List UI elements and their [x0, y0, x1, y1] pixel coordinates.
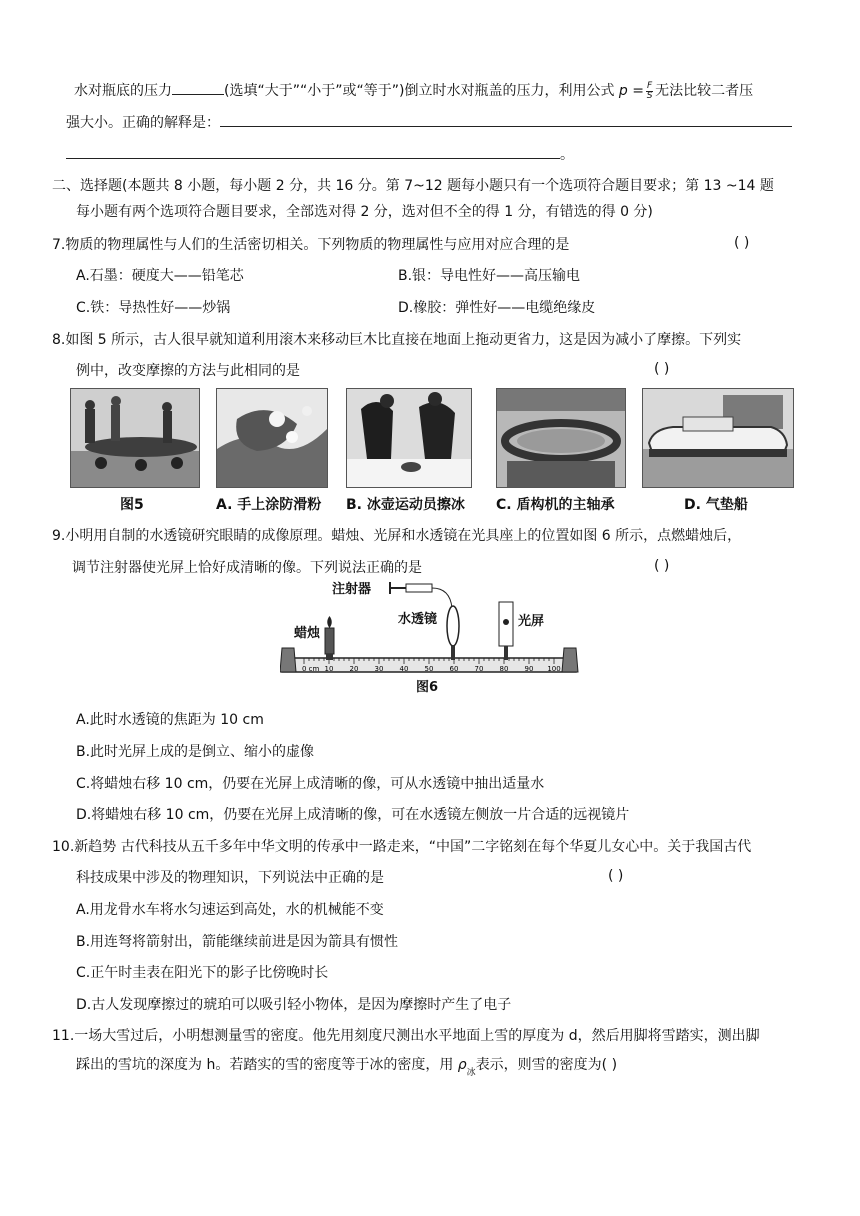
q10-option-a: A.用龙骨水车将水匀速运到高处，水的机械能不变: [76, 902, 384, 918]
ruler-tick-label: 10: [324, 665, 334, 673]
intro-text-a: 水对瓶底的压力: [74, 83, 172, 99]
answer-blank-explain-2[interactable]: [66, 144, 560, 159]
q9-option-a: A.此时水透镜的焦距为 10 cm: [76, 712, 264, 728]
intro-text-b: (选填“大于”“小于”或“等于”)倒立时水对瓶盖的压力，利用公式: [224, 83, 615, 99]
hands-chalk-powder-image: [216, 388, 328, 488]
q10-answer-paren[interactable]: ( ): [608, 868, 624, 884]
candle-label: 蜡烛: [294, 626, 321, 641]
ruler-tick-label: 20: [349, 665, 359, 673]
intro-line-1: [74, 80, 753, 101]
hovercraft-image: [642, 388, 794, 488]
caption-option-b: B. 冰壶运动员擦冰: [346, 497, 465, 513]
rho-symbol: ρ: [457, 1057, 467, 1073]
figure-5-rolling-logs-image: [70, 388, 200, 488]
ruler-tick-label: 40: [399, 665, 409, 673]
intro-text-c: 无法比较二者压: [655, 83, 754, 99]
q8-answer-paren[interactable]: ( ): [654, 361, 670, 377]
screen-label: 光屏: [518, 614, 545, 629]
q10-option-b: B.用连弩将箭射出，箭能继续前进是因为箭具有惯性: [76, 934, 399, 950]
q9-stem-1: 9.小明用自制的水透镜研究眼睛的成像原理。蜡烛、光屏和水透镜在光具座上的位置如图 6 所示，点燃蜡烛后，: [52, 528, 742, 544]
intro-explain-label: 强大小。正确的解释是：: [66, 115, 220, 131]
q9-answer-paren[interactable]: ( ): [654, 558, 670, 574]
q10-option-d: D.古人发现摩擦过的琥珀可以吸引轻小物体，是因为摩擦时产生了电子: [76, 997, 512, 1013]
ruler-tick-label: 100: [547, 665, 561, 673]
end-mark: 。: [560, 147, 574, 163]
ruler-tick-label: 60: [449, 665, 459, 673]
q10-stem-1: 10.新趋势 古代科技从五千多年中华文明的传承中一路走来，“中国”二字铭刻在每个华夏儿女心中。关于我国古代: [52, 839, 752, 855]
answer-blank[interactable]: [172, 80, 224, 95]
water-lens-label: 水透镜: [398, 612, 438, 627]
q9-option-c: C.将蜡烛右移 10 cm，仍要在光屏上成清晰的像，可从水透镜中抽出适量水: [76, 776, 545, 792]
figure-5-caption: 图5: [120, 497, 144, 513]
q9-option-b: B.此时光屏上成的是倒立、缩小的虚像: [76, 744, 315, 760]
caption-option-a: A. 手上涂防滑粉: [216, 497, 322, 513]
syringe-label: 注射器: [332, 582, 372, 597]
q11-stem-2b: 表示，则雪的密度为( ): [475, 1057, 618, 1073]
q11-stem-1: 11.一场大雪过后，小明想测量雪的密度。他先用刻度尺测出水平地面上雪的厚度为 d，然后用脚将雪踏实，测出脚: [52, 1028, 760, 1044]
q7-answer-paren[interactable]: ( ): [734, 235, 750, 251]
shield-machine-bearing-image: [496, 388, 626, 488]
ruler-tick-label: 0 cm: [302, 665, 320, 673]
section-2-heading-cont: 每小题有两个选项符合题目要求，全部选对得 2 分，选对但不全的得 1 分，有错选的得 0 分): [76, 204, 653, 220]
ruler-tick-label: 50: [424, 665, 434, 673]
q11-stem-2a: 踩出的雪坑的深度为 h。若踏实的雪的密度等于冰的密度，用: [76, 1057, 454, 1073]
caption-option-c: C. 盾构机的主轴承: [496, 497, 615, 513]
formula-denominator: S: [646, 90, 653, 101]
curling-sweepers-image: [346, 388, 472, 488]
formula-p: p =: [618, 83, 644, 99]
figure-6-optical-bench: [280, 578, 580, 698]
q9-option-d: D.将蜡烛右移 10 cm，仍要在光屏上成清晰的像，可在水透镜左侧放一片合适的远视镜片: [76, 807, 630, 823]
ruler-tick-label: 70: [474, 665, 484, 673]
q7-stem: 7.物质的物理属性与人们的生活密切相关。下列物质的物理属性与应用对应合理的是: [52, 237, 570, 253]
formula-fraction: [646, 82, 653, 101]
q9-stem-2: 调节注射器使光屏上恰好成清晰的像。下列说法正确的是: [72, 560, 422, 576]
q8-stem-2: 例中，改变摩擦的方法与此相同的是: [76, 363, 300, 379]
answer-blank-explain[interactable]: [220, 112, 792, 127]
ruler-tick-label: 80: [499, 665, 509, 673]
intro-line-3: [66, 144, 574, 165]
q8-stem-1: 8.如图 5 所示，古人很早就知道利用滚木来移动巨木比直接在地面上拖动更省力，这是因为减小了摩擦。下列实: [52, 332, 742, 348]
rho-subscript: 冰: [466, 1068, 476, 1078]
intro-line-2: [66, 112, 792, 133]
q7-option-d: D.橡胶：弹性好——电缆绝缘皮: [398, 300, 596, 316]
q11-stem-2: [76, 1055, 617, 1077]
caption-option-d: D. 气垫船: [684, 497, 748, 513]
figure-6-caption: 图6: [416, 680, 439, 695]
ruler-tick-label: 90: [524, 665, 534, 673]
ruler-tick-label: 30: [374, 665, 384, 673]
q10-option-c: C.正午时圭表在阳光下的影子比傍晚时长: [76, 965, 329, 981]
q7-option-c: C.铁：导热性好——炒锅: [76, 300, 231, 316]
section-2-heading: 二、选择题(本题共 8 小题，每小题 2 分，共 16 分。第 7~12 题每小题只有一个选项符合题目要求；第 13 ~14 题: [52, 178, 774, 194]
formula-numerator: F: [646, 80, 653, 91]
q7-option-a: A.石墨：硬度大——铅笔芯: [76, 268, 244, 284]
q10-stem-2: 科技成果中涉及的物理知识，下列说法中正确的是: [76, 870, 384, 886]
q7-option-b: B.银：导电性好——高压输电: [398, 268, 581, 284]
